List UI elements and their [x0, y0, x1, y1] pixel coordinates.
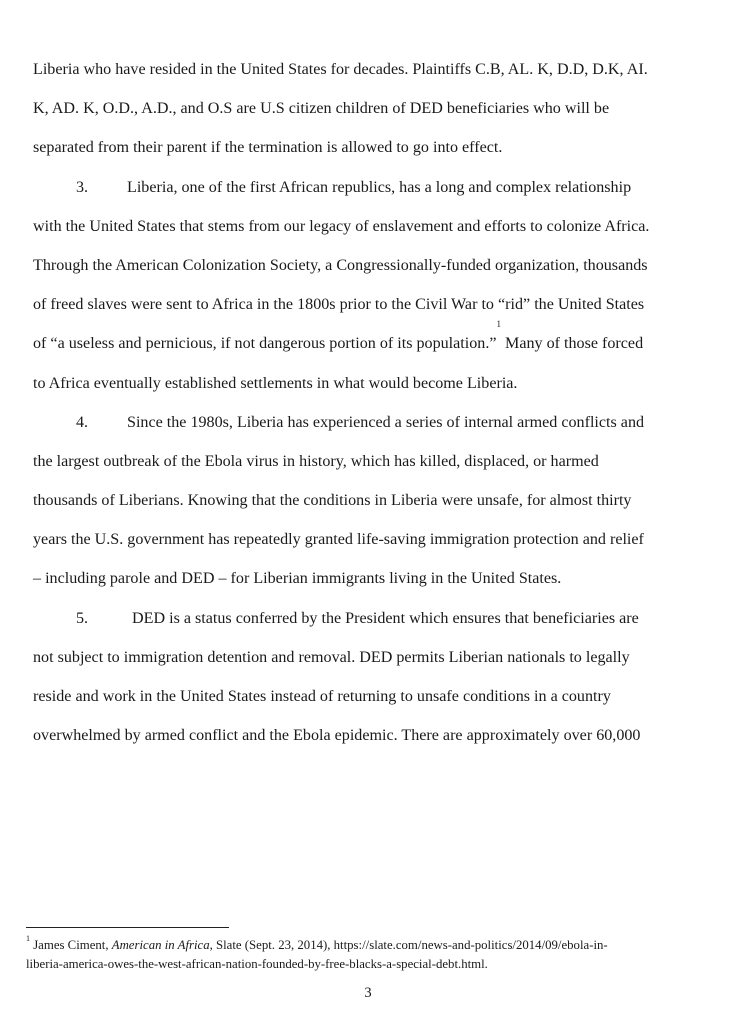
text-line: Liberia who have resided in the United States for decades. Plaintiffs C.B, AL. K, D.D, D.K, AI. [33, 61, 648, 78]
body-text [33, 50, 705, 755]
paragraph-5-first-line [33, 599, 705, 638]
footnote [26, 936, 716, 974]
text-line: separated from their parent if the termination is allowed to go into effect. [33, 139, 503, 157]
text-line: of freed slaves were sent to Africa in the 1800s prior to the Civil War to “rid” the United States [33, 296, 645, 314]
quote-line [33, 319, 705, 363]
paragraph-3-first-line [33, 168, 705, 207]
text-line: Through the American Colonization Society, a Congressionally-funded organization, thousands [33, 256, 648, 274]
footnote-author: James Ciment, [30, 938, 112, 952]
footnote-url-line[interactable]: liberia-america-owes-the-west-african-nation-founded-by-free-blacks-a-special-debt.html. [26, 957, 488, 971]
text-line: with the United States that stems from our legacy of enslavement and efforts to colonize Africa. [33, 217, 650, 235]
text-line: overwhelmed by armed conflict and the Ebola epidemic. There are approximately over 60,000 [33, 727, 641, 745]
paragraph-number: 4. [76, 413, 89, 431]
paragraph-number: 5. [76, 609, 89, 627]
footnote-marker: 1 [26, 934, 30, 943]
footnote-reference[interactable]: 1 [496, 319, 501, 330]
text-line: reside and work in the United States instead of returning to unsafe conditions in a country [33, 688, 611, 705]
paragraph-4-first-line [33, 403, 705, 442]
paragraph-text: DED is a status conferred by the President which ensures that beneficiaries are [132, 609, 639, 627]
footnote-divider [26, 927, 229, 928]
text-line: to Africa eventually established settlements in what would become Liberia. [33, 374, 518, 392]
footnote-title: American in Africa [111, 938, 210, 952]
page-number: 3 [364, 985, 372, 1001]
quote-text: of “a useless and pernicious, if not dangerous portion of its population.” [33, 335, 497, 353]
footnote-line [26, 936, 716, 955]
quote-text-continued: Many of those forced [501, 335, 644, 353]
paragraph-text: Liberia, one of the first African republics, has a long and complex relationship [127, 178, 632, 196]
text-line: K, AD. K, O.D., A.D., and O.S are U.S citizen children of DED beneficiaries who will be [33, 100, 610, 118]
text-line: not subject to immigration detention and removal. DED permits Liberian nationals to legally [33, 648, 630, 666]
footnote-citation[interactable]: , Slate (Sept. 23, 2014), https://slate.com/news-and-politics/2014/09/ebola-in- [209, 938, 608, 952]
text-line: thousands of Liberians. Knowing that the conditions in Liberia were unsafe, for almost thirty [33, 492, 632, 510]
paragraph-text: Since the 1980s, Liberia has experienced a series of internal armed conflicts and [127, 413, 645, 431]
paragraph-number: 3. [76, 178, 89, 196]
text-line: years the U.S. government has repeatedly granted life-saving immigration protection and relief [33, 531, 644, 549]
text-line: the largest outbreak of the Ebola virus in history, which has killed, displaced, or harmed [33, 452, 599, 470]
text-line: – including parole and DED – for Liberian immigrants living in the United States. [33, 570, 562, 588]
